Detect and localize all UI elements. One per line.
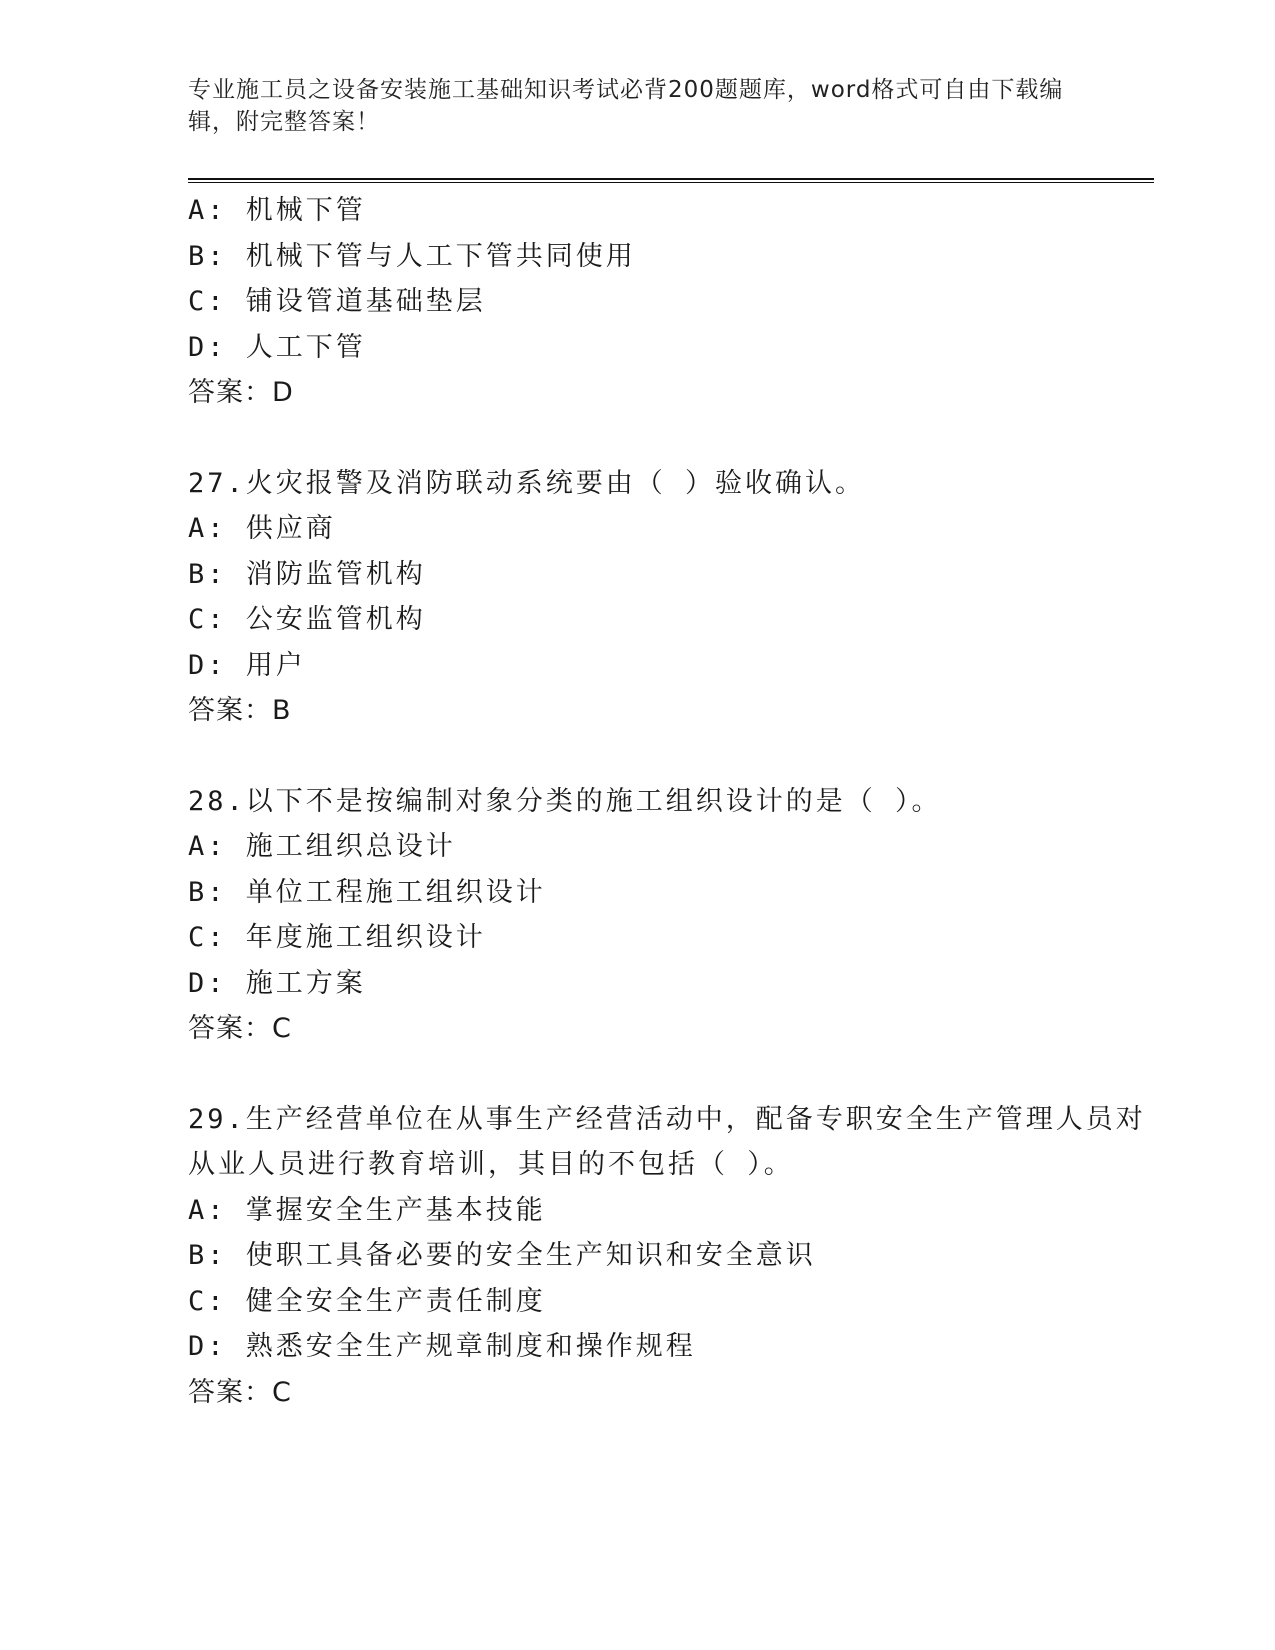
option-a: A: 施工组织总设计 xyxy=(188,831,456,862)
question-29-text: 29.生产经营单位在从事生产经营活动中，配备专职安全生产管理人员对从业人员进行教育培训，其目的不包括（ ）。 xyxy=(188,1103,1146,1180)
spacer xyxy=(188,734,1148,779)
answer-29: 答案：C xyxy=(188,1376,292,1408)
option-b: B: 消防监管机构 xyxy=(188,558,426,590)
question-29 xyxy=(188,1097,1148,1416)
document-header-title: 专业施工员之设备安装施工基础知识考试必背200题题库，word格式可自由下载编辑，附完整答案！ xyxy=(188,77,1064,135)
option-b: B: 机械下管与人工下管共同使用 xyxy=(188,240,636,272)
option-c: C: 健全安全生产责任制度 xyxy=(188,1285,546,1317)
option-d: D: 熟悉安全生产规章制度和操作规程 xyxy=(188,1331,696,1362)
option-d: D: 用户 xyxy=(188,649,306,681)
option-a: A: 供应商 xyxy=(188,513,336,544)
question-26-options xyxy=(188,188,1148,416)
option-c: C: 铺设管道基础垫层 xyxy=(188,286,486,317)
question-27-text: 27.火灾报警及消防联动系统要由（ ）验收确认。 xyxy=(188,467,866,499)
option-d: D: 人工下管 xyxy=(188,331,366,363)
option-a: A: 掌握安全生产基本技能 xyxy=(188,1194,546,1226)
question-list xyxy=(188,188,1148,1415)
option-b: B: 使职工具备必要的安全生产知识和安全意识 xyxy=(188,1240,816,1271)
option-a: A: 机械下管 xyxy=(188,195,366,226)
option-d: D: 施工方案 xyxy=(188,967,366,999)
answer-26: 答案：D xyxy=(188,377,294,408)
header-divider xyxy=(188,178,1154,183)
option-c: C: 公安监管机构 xyxy=(188,604,426,635)
answer-27: 答案：B xyxy=(188,695,292,726)
option-c: C: 年度施工组织设计 xyxy=(188,922,486,953)
spacer xyxy=(188,1052,1148,1097)
question-27 xyxy=(188,461,1148,734)
answer-28: 答案：C xyxy=(188,1013,292,1044)
option-b: B: 单位工程施工组织设计 xyxy=(188,876,546,908)
spacer xyxy=(188,416,1148,461)
question-28-text: 28.以下不是按编制对象分类的施工组织设计的是（ ）。 xyxy=(188,785,942,817)
question-28 xyxy=(188,779,1148,1052)
